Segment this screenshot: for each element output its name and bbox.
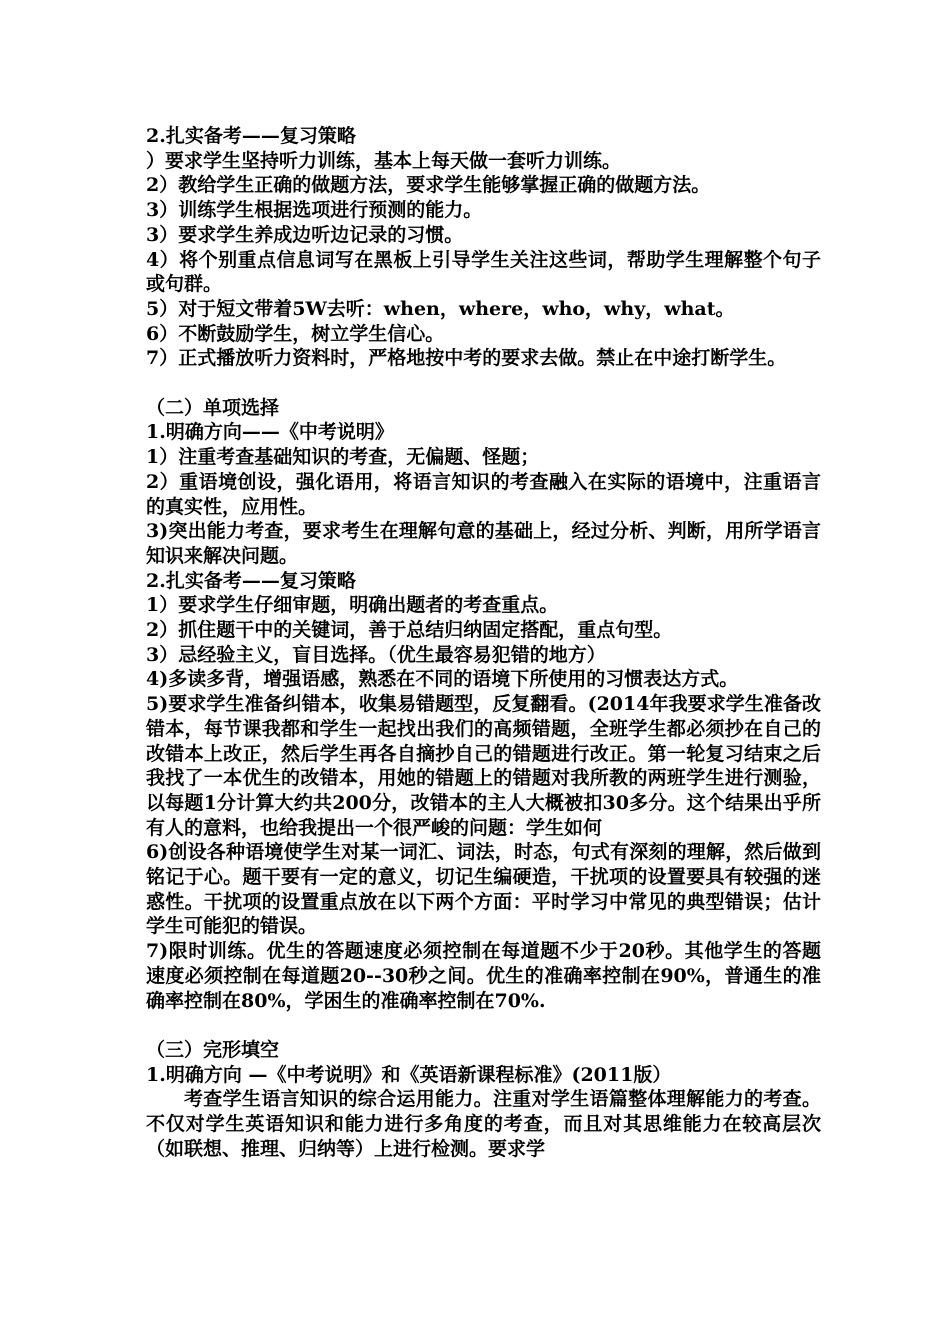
- paragraph: 6）不断鼓励学生，树立学生信心。: [146, 322, 445, 345]
- paragraph: 2）重语境创设，强化语用，将语言知识的考查融入在实际的语境中，注重语言的真实性，应用性。: [146, 470, 821, 518]
- paragraph: 4)多读多背，增强语感，熟悉在不同的语境下所使用的习惯表达方式。: [146, 668, 739, 691]
- paragraph: 1）注重考查基础知识的考查，无偏题、怪题；: [146, 446, 540, 469]
- paragraph: 4）将个别重点信息词写在黑板上引导学生关注这些词，帮助学生理解整个句子或句群。: [146, 248, 821, 296]
- blank-line: [146, 1013, 821, 1038]
- paragraph: 7)限时训练。优生的答题速度必须控制在每道题不少于20秒。其他学生的答题速度必须控制在每道题20--30秒之间。优生的准确率控制在90%，普通生的准确率控制在80%，学困生的准确率控制在70%.: [146, 940, 821, 1012]
- section-title: （二）单项选择: [146, 396, 280, 419]
- paragraph: 1）要求学生仔细审题，明确出题者的考查重点。: [146, 594, 559, 617]
- section-cloze: [146, 1038, 821, 1162]
- paragraph: 3)突出能力考查，要求考生在理解句意的基础上，经过分析、判断，用所学语言知识来解决问题。: [146, 520, 821, 567]
- heading: 2.扎实备考——复习策略: [146, 125, 356, 147]
- paragraph: 7）正式播放听力资料时，严格地按中考的要求去做。禁止在中途打断学生。: [146, 347, 787, 370]
- paragraph: 考查学生语言知识的综合运用能力。注重对学生语篇整体理解能力的考查。不仅对学生英语知识和能力进行多角度的考查，而且对其思维能力在较高层次（如联想、推理、归纳等）上进行检测。要求学: [146, 1088, 821, 1160]
- paragraph: 6)创设各种语境使学生对某一词汇、词法，时态，句式有深刻的理解，然后做到铭记于心。题干要有一定的意义，切记生编硬造，干扰项的设置要具有较强的迷惑性。干扰项的设置重点放在以下两个方面：平时学习中常见的典型错误；估计学生可能犯的错误。: [146, 841, 821, 938]
- heading: 1.明确方向——《中考说明》: [146, 421, 394, 444]
- paragraph: 5）对于短文带着5W去听：when，where，who，why，what。: [146, 297, 735, 320]
- section-title: （三）完形填空: [146, 1038, 280, 1061]
- section-listening-strategy: [146, 124, 821, 371]
- section-single-choice: [146, 396, 821, 1014]
- heading: 1.明确方向 —《中考说明》和《英语新课程标准》(2011版）: [146, 1063, 672, 1086]
- blank-line: [146, 371, 821, 396]
- heading: 2.扎实备考——复习策略: [146, 569, 356, 592]
- paragraph: 3）要求学生养成边听边记录的习惯。: [146, 223, 464, 246]
- paragraph: 3）忌经验主义，盲目选择。（优生最容易犯错的地方）: [146, 643, 606, 666]
- paragraph: 2）抓住题干中的关键词，善于总结归纳固定搭配，重点句型。: [146, 619, 673, 642]
- paragraph: ）要求学生坚持听力训练，基本上每天做一套听力训练。: [146, 149, 622, 172]
- paragraph: 2）教给学生正确的做题方法，要求学生能够掌握正确的做题方法。: [146, 174, 711, 197]
- paragraph: 3）训练学生根据选项进行预测的能力。: [146, 199, 483, 222]
- paragraph: 5)要求学生准备纠错本，收集易错题型，反复翻看。(2014年我要求学生准备改错本，每节课我都和学生一起找出我们的高频错题，全班学生都必须抄在自己的改错本上改正，然后学生再各自摘抄自己的错题进行改正。第一轮复习结束之后我找了一本优生的改错本，用她的错题上的错题对我所教的两班学生进行测验，以每题1分计算大约共200分，改错本的主人大概被扣30多分。这个结果出乎所有人的意料，也给我提出一个很严峻的问题：学生如何: [146, 693, 821, 839]
- document-page: [146, 124, 821, 1162]
